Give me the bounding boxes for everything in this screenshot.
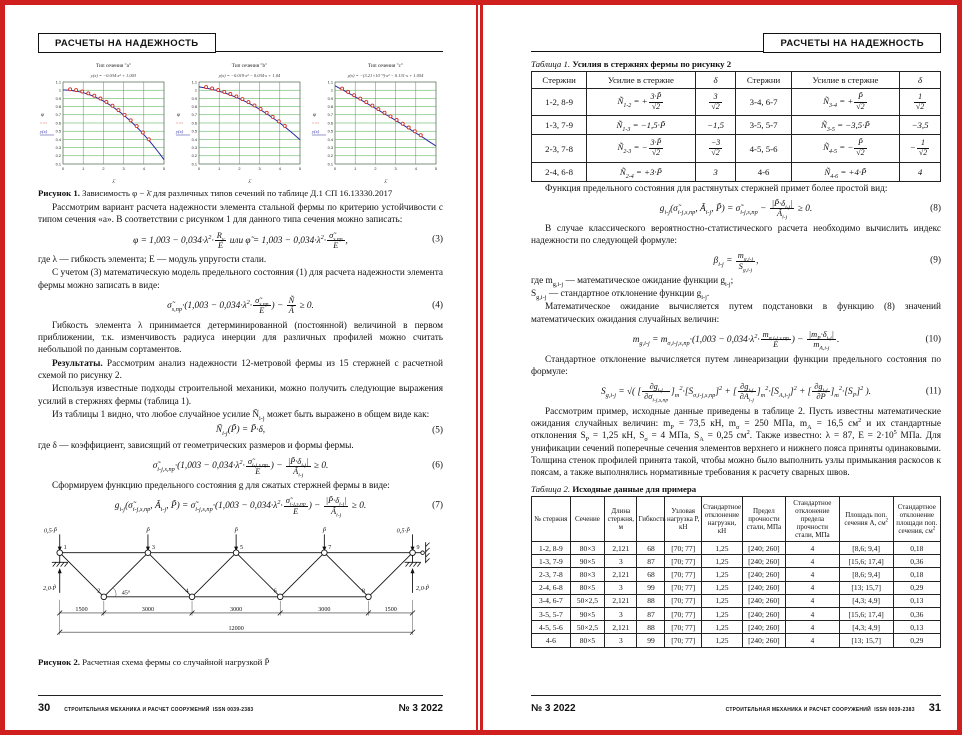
table-cell: 88 bbox=[637, 594, 665, 607]
column-header: Длина стержня, м bbox=[605, 496, 637, 541]
table-cell: 3 bbox=[605, 555, 637, 568]
table-cell: 1,25 bbox=[702, 555, 743, 568]
table-row bbox=[532, 89, 941, 116]
table-cell: 2,121 bbox=[605, 542, 637, 555]
column-header: Усилие в стержне bbox=[791, 72, 899, 89]
svg-text:0.7: 0.7 bbox=[55, 112, 61, 118]
table-cell: 4 bbox=[785, 555, 839, 568]
table-cell: 87 bbox=[637, 608, 665, 621]
table-cell: − $\frac{1}{√2}$ bbox=[900, 135, 941, 162]
column-header: Гибкость bbox=[637, 496, 665, 541]
table-cell: 4 bbox=[785, 621, 839, 634]
table-cell: [4,3; 4,9] bbox=[839, 621, 893, 634]
paragraph: $S_{g,i-j}$ — стандартное отклонение функции $g_{i-j}$. bbox=[531, 289, 710, 301]
paragraph: Используя известные подходы строительной механики, можно получить следующие выражения усилий в стержнях фермы (таблица 1). bbox=[38, 384, 443, 407]
svg-text:1: 1 bbox=[82, 166, 85, 171]
table-cell: 2-4, 6-8 bbox=[532, 162, 587, 181]
svg-text:5: 5 bbox=[434, 166, 438, 171]
table-cell: 2,121 bbox=[605, 621, 637, 634]
node-number: 3 bbox=[151, 544, 155, 551]
column-header: Стержни bbox=[736, 72, 791, 89]
table-cell: [8,6; 9,4] bbox=[839, 568, 893, 581]
svg-text:3: 3 bbox=[258, 166, 261, 171]
table-cell: [240; 260] bbox=[742, 555, 785, 568]
table-cell: 3-5, 5-7 bbox=[532, 608, 571, 621]
table-cell: 3-4, 6-7 bbox=[736, 89, 791, 116]
table-cell: [8,6; 9,4] bbox=[839, 542, 893, 555]
load-label: 0,5·P̃ bbox=[43, 527, 58, 535]
paragraph: Стандартное отклонение вычисляется путем линеаризации функции предельного состояния по формуле: bbox=[531, 354, 941, 377]
formula-number: (7) bbox=[432, 500, 443, 511]
svg-text:○○○: ○○○ bbox=[176, 121, 184, 125]
chart-svg bbox=[174, 59, 307, 185]
table-cell: 1-3, 7-9 bbox=[532, 116, 587, 135]
svg-text:0.9: 0.9 bbox=[191, 95, 197, 101]
table-cell: $Ñ_{4-5}$ = − $\frac{P̃}{√2}$ bbox=[791, 135, 899, 162]
angle-label: 45° bbox=[121, 590, 131, 597]
node-number: 2 bbox=[97, 588, 101, 595]
svg-text:0.1: 0.1 bbox=[55, 161, 61, 167]
table-cell: 2,121 bbox=[605, 594, 637, 607]
svg-text:0.2: 0.2 bbox=[55, 153, 61, 159]
node-number: 7 bbox=[328, 544, 332, 551]
table-cell: 2-3, 7-8 bbox=[532, 135, 587, 162]
paragraph-results: Результаты. Рассмотрим анализ надежности 12-метровой фермы из 15 стержней с расчетной схемой по рисунку 2. bbox=[38, 358, 443, 382]
svg-text:0.5: 0.5 bbox=[55, 128, 61, 134]
table-cell: 80×3 bbox=[570, 568, 604, 581]
table-cell: 4 bbox=[785, 568, 839, 581]
svg-text:0.7: 0.7 bbox=[191, 112, 197, 118]
figure2-truss bbox=[38, 523, 443, 654]
load-label: P̃ bbox=[234, 527, 239, 535]
svg-text:0.3: 0.3 bbox=[327, 145, 333, 150]
table-cell: 0,18 bbox=[893, 542, 940, 555]
dim-label: 1500 bbox=[384, 606, 397, 613]
table-row bbox=[532, 555, 941, 568]
node-number: 6 bbox=[273, 588, 277, 595]
column-header: δ bbox=[900, 72, 941, 89]
table-cell: 0,13 bbox=[893, 594, 940, 607]
svg-text:0: 0 bbox=[61, 166, 65, 171]
formula-3: $\varphi = 1,003 - 0,034\cdot\lambda^2\cdot$ $\frac{R_y}{E}$ или φ̃ = $1,003 - 0,034\cdot\lambda^2\cdot$ $\frac{\sigmã_{s,пр}}{E}$ , (3) bbox=[133, 230, 443, 250]
svg-text:0.3: 0.3 bbox=[191, 145, 197, 150]
table-cell: [240; 260] bbox=[742, 608, 785, 621]
svg-text:○○○: ○○○ bbox=[40, 121, 48, 125]
table-cell: 4 bbox=[785, 542, 839, 555]
svg-text:0.5: 0.5 bbox=[327, 128, 333, 134]
formula-number: (3) bbox=[432, 235, 443, 246]
svg-text:0.5: 0.5 bbox=[191, 128, 197, 134]
table-cell: 0,29 bbox=[893, 634, 940, 647]
table-cell: [70; 77] bbox=[665, 581, 702, 594]
svg-text:1: 1 bbox=[354, 166, 357, 171]
paragraph: Рассмотрим вариант расчета надежности элемента стальной фермы по критерию устойчивости с типом сечения «а». В соответствии с рисунком 1 для данного типа сечения можно записать: bbox=[38, 203, 443, 226]
journal-name: СТРОИТЕЛЬНАЯ МЕХАНИКА И РАСЧЕТ СООРУЖЕНИЙ ISSN 0039-2383 bbox=[64, 707, 254, 713]
column-header: Площадь поп. сечения A, $см^2$ bbox=[839, 496, 893, 541]
formula-number: (11) bbox=[925, 386, 941, 397]
table-cell: −3,5 bbox=[900, 116, 941, 135]
table-cell: $Ñ_{3-5}$ = −3,5·P̃ bbox=[791, 116, 899, 135]
table-cell: [70; 77] bbox=[665, 608, 702, 621]
svg-text:y(x) = −0.019·x² − 0.034·x + 1: y(x) = −0.019·x² − 0.034·x + 1.04 bbox=[218, 73, 281, 78]
figure1-caption bbox=[38, 188, 443, 198]
table-cell: 0,36 bbox=[893, 608, 940, 621]
table-row bbox=[532, 634, 941, 647]
table-cell: [15,6; 17,4] bbox=[839, 608, 893, 621]
table-cell: $\frac{3}{√2}$ bbox=[695, 89, 736, 116]
column-header: № стержня bbox=[532, 496, 571, 541]
paragraph: В случае классического вероятностно-статистического расчета необходимо вычислить индекс надежности по следующей формуле: bbox=[531, 223, 941, 246]
svg-text:0.7: 0.7 bbox=[327, 112, 333, 118]
table-cell: 4-6 bbox=[736, 162, 791, 181]
table-cell: $\frac{1}{√2}$ bbox=[900, 89, 941, 116]
paragraph: где $m_{g,i-j}$ — математическое ожидание функции $g_{i-j}$; bbox=[531, 275, 734, 288]
svg-text:Тип сечения "с": Тип сечения "с" bbox=[367, 63, 404, 69]
table-cell: $Ñ_{2-4}$ = +3·P̃ bbox=[587, 162, 695, 181]
table-cell: 3 bbox=[695, 162, 736, 181]
node-number: 5 bbox=[240, 544, 244, 551]
table-cell: [15,6; 17,4] bbox=[839, 555, 893, 568]
svg-text:φ: φ bbox=[177, 113, 180, 118]
table-row bbox=[532, 135, 941, 162]
column-header: Стандартное отклонение предела прочности стали, МПа bbox=[785, 496, 839, 541]
column-header: δ bbox=[695, 72, 736, 89]
truss-members bbox=[60, 552, 413, 596]
svg-text:2: 2 bbox=[238, 166, 241, 171]
figure2-caption bbox=[38, 657, 443, 667]
table-cell: −1,5 bbox=[695, 116, 736, 135]
node-number: 8 bbox=[361, 588, 365, 595]
table2-caption: Таблица 2. Исходные данные для примера bbox=[531, 483, 697, 494]
formula-10: $m_{g,i-j} = m_{\sigma,i-j,s,пр}\cdot(1,003 - 0,034\cdot\lambda^2\cdot$ $\frac{m_{\sigma,i-j,s,пр}}{E}$ ) − $\frac{|m_P\cdot\delta_{i-j}|}{m_{A,i-j}}$ . (10) bbox=[632, 330, 941, 353]
table-cell: 1,25 bbox=[702, 581, 743, 594]
issue-label: № 3 2022 bbox=[531, 703, 576, 714]
svg-text:y(x) = −(3.21×10⁻³)·x² − 0.131: y(x) = −(3.21×10⁻³)·x² − 0.131·x + 1.054 bbox=[347, 73, 424, 78]
svg-text:1: 1 bbox=[58, 87, 61, 93]
page-left bbox=[5, 5, 476, 730]
page-number: 31 bbox=[928, 702, 941, 714]
table-row bbox=[532, 581, 941, 594]
table-cell: $Ñ_{2-3}$ = − $\frac{3\cdot P̃}{√2}$ bbox=[587, 135, 695, 162]
table-cell: [70; 77] bbox=[665, 621, 702, 634]
column-header: Стержни bbox=[532, 72, 587, 89]
svg-text:0.1: 0.1 bbox=[191, 161, 197, 167]
svg-text:0.4: 0.4 bbox=[327, 136, 333, 142]
table-cell: 4 bbox=[785, 608, 839, 621]
paragraph: Рассмотрим пример, исходные данные приведены в таблице 2. Пусть известны математические ожидания случайных величин: $m_P = 73,5$ кН, $m_\sigma = 250$ МПа, $m_A = 16,5$ $см^2$ и их стандартные отклонения $S_P = 1,25$ кН, $S_\sigma = 4$ МПа, $S_A = 0,25$ $см^2$. Также известно: λ = 87, $E = 2\cdot 10^5$ МПа. Для унификации сечений поперечные сечения элементов верхнего и нижнего пояса приняты одинаковыми. Толщина стенок профилей принята такой, чтобы можно было выполнить узлы примыкания раскосов к поясам, а также выполнялись нормативные требования к расчету сварных швов. bbox=[531, 406, 941, 479]
table-cell: 1,25 bbox=[702, 608, 743, 621]
table-cell: 50×2,5 bbox=[570, 621, 604, 634]
table-row bbox=[532, 162, 941, 181]
figure1-charts bbox=[38, 59, 443, 185]
input-data-table bbox=[531, 496, 941, 648]
svg-text:2: 2 bbox=[102, 166, 105, 171]
paragraph: Функция предельного состояния для растянутых стержней примет более простой вид: bbox=[545, 183, 888, 194]
table-cell: 4 bbox=[785, 634, 839, 647]
table-cell: $Ñ_{1-3}$ = −1,5·P̃ bbox=[587, 116, 695, 135]
table-cell: 80×5 bbox=[570, 581, 604, 594]
table-cell: 4-6 bbox=[532, 634, 571, 647]
table-cell: 1-2, 8-9 bbox=[532, 89, 587, 116]
chart-svg bbox=[38, 59, 171, 185]
page-spine-line bbox=[476, 5, 478, 730]
reaction-label: 2,0·P̃ bbox=[42, 584, 57, 592]
phi-lambda-chart-b bbox=[174, 59, 307, 185]
svg-text:0.8: 0.8 bbox=[191, 104, 197, 109]
figure1-caption-text: Зависимость φ − λ̄ для различных типов сечений по таблице Д.1 СП 16.13330.2017 bbox=[79, 188, 393, 198]
table-row bbox=[532, 542, 941, 555]
table-cell: 4 bbox=[785, 594, 839, 607]
table-cell: 1,25 bbox=[702, 621, 743, 634]
table-cell: [70; 77] bbox=[665, 594, 702, 607]
chart-svg bbox=[310, 59, 443, 185]
formula-number: (10) bbox=[925, 334, 941, 345]
formula-5: $Ñ_{i-j}(P̃)$ = P̃·δ, (5) bbox=[215, 425, 443, 438]
table-cell: [240; 260] bbox=[742, 634, 785, 647]
svg-text:1: 1 bbox=[330, 87, 333, 93]
paragraph: Математическое ожидание вычисляется путем подстановки в функцию (8) значений математических ожидания случайных величин: bbox=[531, 302, 941, 325]
load-arrows bbox=[58, 534, 415, 551]
column-header: Сечение bbox=[570, 496, 604, 541]
table-cell: 2-4, 6-8 bbox=[532, 581, 571, 594]
table-cell: 3 bbox=[605, 608, 637, 621]
table-cell: [240; 260] bbox=[742, 568, 785, 581]
dim-label: 3000 bbox=[318, 606, 331, 613]
load-label: P̃ bbox=[322, 527, 327, 535]
formula-8: $g_{i-j}(\sigmã_{i-j,s,пр}$, $Ã_{i-j}$, P̃) = $\sigmã_{i-j,s,пр}$ − $\frac{|P̃\cdot\delta_{i-j}|}{Ã_{i-j}}$ ≥ 0. (8) bbox=[659, 199, 941, 222]
svg-text:y(x): y(x) bbox=[176, 129, 184, 134]
svg-text:3: 3 bbox=[122, 166, 125, 171]
column-header: Стандартное отклонение нагрузки, кН bbox=[702, 496, 743, 541]
angle-arc bbox=[113, 587, 116, 596]
formula-6: $\sigmã_{i-j,s,пр}\cdot(1,003 - 0,034\cdot\lambda^2\cdot$ $\frac{\sigmã_{i-j,s,пр}}{E}$ ) − $\frac{|P̃\cdot\delta_{i-j}|}{Ã_{i-j}}$ ≥ 0. (6) bbox=[152, 456, 443, 479]
paragraph: Из таблицы 1 видно, что любое случайное усилие $Ñ_{i-j}$ может быть выражено в общем виде как: bbox=[52, 410, 430, 422]
table-cell: 87 bbox=[637, 555, 665, 568]
svg-text:0: 0 bbox=[197, 166, 201, 171]
paragraph: С учетом (3) математическую модель предельного состояния (1) для расчета надежности элемента фермы можно записать в виде: bbox=[38, 268, 443, 291]
running-head bbox=[531, 27, 941, 52]
dim-label: 3000 bbox=[230, 606, 243, 613]
svg-text:0.9: 0.9 bbox=[55, 95, 61, 101]
svg-text:Тип сечения "b": Тип сечения "b" bbox=[231, 63, 268, 69]
running-head bbox=[38, 27, 443, 52]
formula-number: (8) bbox=[930, 203, 941, 214]
node-number: 4 bbox=[185, 588, 189, 595]
svg-text:0.1: 0.1 bbox=[327, 161, 333, 167]
column-header: Предел прочности стали, МПа bbox=[742, 496, 785, 541]
column-header: Узловая нагрузка P, кН bbox=[665, 496, 702, 541]
reaction-label: 2,0·P̃ bbox=[416, 584, 430, 592]
table-cell: 80×5 bbox=[570, 634, 604, 647]
formula-number: (5) bbox=[432, 425, 443, 436]
truss-diagram bbox=[38, 523, 443, 654]
table-cell: 4 bbox=[785, 581, 839, 594]
phi-lambda-chart-c bbox=[310, 59, 443, 185]
table-cell: [70; 77] bbox=[665, 634, 702, 647]
page-right bbox=[483, 5, 957, 730]
table-cell: 2,121 bbox=[605, 568, 637, 581]
svg-text:1.1: 1.1 bbox=[191, 79, 197, 85]
svg-text:3: 3 bbox=[394, 166, 397, 171]
table-cell: $Ñ_{4-6}$ = +4·P̃ bbox=[791, 162, 899, 181]
paragraph: Сформируем функцию предельного состояния g для сжатых стержней фермы в виде: bbox=[52, 480, 390, 491]
table-cell: 80×3 bbox=[570, 542, 604, 555]
table-row bbox=[532, 594, 941, 607]
svg-text:0.9: 0.9 bbox=[327, 95, 333, 101]
svg-text:y(x) = −0.034·x² + 1.003: y(x) = −0.034·x² + 1.003 bbox=[90, 73, 137, 78]
table-cell: 99 bbox=[637, 634, 665, 647]
svg-text:0.6: 0.6 bbox=[327, 120, 333, 126]
section-title: РАСЧЕТЫ НА НАДЕЖНОСТЬ bbox=[763, 33, 941, 53]
svg-text:λ̄: λ̄ bbox=[248, 180, 251, 185]
svg-text:1.1: 1.1 bbox=[55, 79, 61, 85]
formula-11: $S_{g,i-j}$ = √( [ $\frac{\partial g_{i-j}}{\partial\sigma_{i-j,s,пр}}$ ]$_m^2\cdot[S_{\sigma,i-j,s,пр}]^2$ + [ $\frac{\partial g_{i-j}}{\partial A_{i-j}}$ ]$_m^2\cdot[S_{A,i-j}]^2$ + [ $\frac{\partial g_{i-j}}{\partial P}$ ]$_m^2\cdot[S_P]^2$ ). (11) bbox=[601, 382, 941, 405]
footer-left bbox=[38, 695, 443, 714]
formula-4: $\sigmã_{s,пр}\cdot(1,003 - 0,034\cdot\lambda^2\cdot$ $\frac{\sigmã_{s,пр}}{E}$ ) − $\frac{Ñ}{Ã}$ ≥ 0. (4) bbox=[167, 296, 443, 316]
table-row bbox=[532, 608, 941, 621]
dim-label: 3000 bbox=[141, 606, 155, 613]
table-cell: [70; 77] bbox=[665, 555, 702, 568]
svg-text:2: 2 bbox=[374, 166, 377, 171]
table-cell: 90×5 bbox=[570, 555, 604, 568]
svg-text:1: 1 bbox=[194, 87, 197, 93]
svg-text:0.4: 0.4 bbox=[191, 136, 197, 142]
table-row bbox=[532, 621, 941, 634]
table-cell: 68 bbox=[637, 568, 665, 581]
svg-text:y(x): y(x) bbox=[312, 129, 320, 134]
load-label: P̃ bbox=[146, 527, 150, 535]
table-cell: [240; 260] bbox=[742, 542, 785, 555]
svg-text:5: 5 bbox=[298, 166, 302, 171]
table-cell: 4-5, 5-6 bbox=[736, 135, 791, 162]
table-cell: 50×2,5 bbox=[570, 594, 604, 607]
table-cell: 1-3, 7-9 bbox=[532, 555, 571, 568]
figure2-caption-text: Расчетная схема фермы со случайной нагрузкой P̃ bbox=[79, 656, 270, 667]
table-cell: 68 bbox=[637, 542, 665, 555]
svg-text:0.4: 0.4 bbox=[55, 136, 61, 142]
svg-text:Тип сечения "а": Тип сечения "а" bbox=[95, 63, 132, 69]
table-cell: 3 bbox=[605, 581, 637, 594]
svg-text:φ: φ bbox=[41, 113, 44, 118]
column-header: Стандартное отклонение площади поп. сечения, $см^2$ bbox=[893, 496, 940, 541]
table-cell: 3-5, 5-7 bbox=[736, 116, 791, 135]
formula-number: (9) bbox=[930, 255, 941, 266]
table-cell: 1,25 bbox=[702, 542, 743, 555]
formula-number: (4) bbox=[432, 300, 443, 311]
svg-text:φ: φ bbox=[313, 113, 316, 118]
table-cell: 99 bbox=[637, 581, 665, 594]
table-cell: [13; 15,7] bbox=[839, 634, 893, 647]
table-cell: 3 bbox=[605, 634, 637, 647]
journal-name: СТРОИТЕЛЬНАЯ МЕХАНИКА И РАСЧЕТ СООРУЖЕНИЙ ISSN 0039-2383 bbox=[725, 707, 915, 713]
page-number: 30 bbox=[38, 702, 51, 714]
table-cell: 4 bbox=[900, 162, 941, 181]
svg-text:0.2: 0.2 bbox=[327, 153, 333, 159]
svg-text:4: 4 bbox=[414, 166, 417, 171]
table-cell: [70; 77] bbox=[665, 542, 702, 555]
table-cell: 1,25 bbox=[702, 594, 743, 607]
svg-text:0.8: 0.8 bbox=[55, 104, 61, 109]
table-cell: 1-2, 8-9 bbox=[532, 542, 571, 555]
table-cell: [240; 260] bbox=[742, 581, 785, 594]
figure1-caption-label: Рисунок 1. bbox=[38, 188, 80, 198]
table-cell: [240; 260] bbox=[742, 621, 785, 634]
svg-text:○○○: ○○○ bbox=[312, 121, 320, 125]
figure2-caption-label: Рисунок 2. bbox=[38, 656, 80, 667]
table-cell: [70; 77] bbox=[665, 568, 702, 581]
table-cell: 88 bbox=[637, 621, 665, 634]
table-cell: 0,29 bbox=[893, 581, 940, 594]
table-cell: 1,25 bbox=[702, 634, 743, 647]
formula-number: (6) bbox=[432, 460, 443, 471]
table-cell: 0,36 bbox=[893, 555, 940, 568]
svg-text:0.8: 0.8 bbox=[327, 104, 333, 109]
table-cell: 4-5, 5-6 bbox=[532, 621, 571, 634]
node-number: 9 bbox=[416, 544, 420, 551]
svg-text:5: 5 bbox=[162, 166, 166, 171]
formula-7: $g_{i-j}(\sigmã_{i-j,s,пр}$, $Ã_{i-j}$, P̃) = $\sigmã_{i-j,s,пр}\cdot(1,003 - 0,034\cdot\lambda^2\cdot$ $\frac{\sigmã_{i-j,s,пр}}{E}$ ) − $\frac{|P̃\cdot\delta_{i-j}|}{Ã_{i-j}}$ ≥ 0. (7) bbox=[114, 496, 443, 519]
svg-text:4: 4 bbox=[142, 166, 145, 171]
forces-table bbox=[531, 71, 941, 182]
formula-9: $\beta_{i-j}$ = $\frac{m_{g,i-j}}{S_{g,i-j}}$ , (9) bbox=[713, 251, 941, 274]
table1-caption: Таблица 1. Усилия в стержнях фермы по рисунку 2 bbox=[531, 59, 732, 69]
section-title: РАСЧЕТЫ НА НАДЕЖНОСТЬ bbox=[38, 33, 216, 53]
svg-text:0.6: 0.6 bbox=[55, 120, 61, 126]
table-cell: [13; 15,7] bbox=[839, 581, 893, 594]
svg-text:1.1: 1.1 bbox=[327, 79, 333, 85]
table-cell: 90×5 bbox=[570, 608, 604, 621]
svg-text:0.6: 0.6 bbox=[191, 120, 197, 126]
column-header: Усилие в стержне bbox=[587, 72, 695, 89]
paragraph: где λ — гибкость элемента; E — модуль упругости стали. bbox=[38, 255, 267, 266]
table-cell: $Ñ_{1-2}$ = + $\frac{3\cdot P̃}{√2}$ bbox=[587, 89, 695, 116]
svg-text:λ̄: λ̄ bbox=[112, 180, 115, 185]
footer-right bbox=[531, 695, 941, 714]
table-cell: [4,3; 4,9] bbox=[839, 594, 893, 607]
svg-text:0: 0 bbox=[333, 166, 337, 171]
table-row bbox=[532, 116, 941, 135]
svg-text:4: 4 bbox=[278, 166, 281, 171]
svg-text:y(x): y(x) bbox=[40, 129, 48, 134]
issue-label: № 3 2022 bbox=[398, 703, 443, 714]
table-cell: 0,18 bbox=[893, 568, 940, 581]
paragraph: Гибкость элемента λ принимается детерминированной (постоянной) величиной в первом приближении, т.к. изменчивость радиуса инерции для различных профилей можно считать небольшой по данным сортаментов. bbox=[38, 320, 443, 356]
table-cell: $\frac{-3}{√2}$ bbox=[695, 135, 736, 162]
table-cell: [240; 260] bbox=[742, 594, 785, 607]
svg-text:λ̄: λ̄ bbox=[384, 180, 387, 185]
node-number: 1 bbox=[63, 544, 67, 551]
table-cell: 3-4, 6-7 bbox=[532, 594, 571, 607]
svg-text:0.2: 0.2 bbox=[191, 153, 197, 159]
table-row bbox=[532, 568, 941, 581]
phi-lambda-chart-a bbox=[38, 59, 171, 185]
svg-text:1: 1 bbox=[218, 166, 221, 171]
dim-label: 1500 bbox=[75, 606, 88, 613]
table-cell: 2-3, 7-8 bbox=[532, 568, 571, 581]
table-cell: 0,13 bbox=[893, 621, 940, 634]
paragraph: где δ — коэффициент, зависящий от геометрических размеров и формы фермы. bbox=[38, 441, 354, 452]
results-lead: Результаты. bbox=[52, 358, 103, 369]
load-label: 0,5·P̃ bbox=[396, 527, 410, 535]
total-dim-label: 12000 bbox=[228, 625, 244, 632]
table-cell: $Ñ_{3-4}$ = + $\frac{P̃}{√2}$ bbox=[791, 89, 899, 116]
svg-text:0.3: 0.3 bbox=[55, 145, 61, 150]
table-cell: 1,25 bbox=[702, 568, 743, 581]
